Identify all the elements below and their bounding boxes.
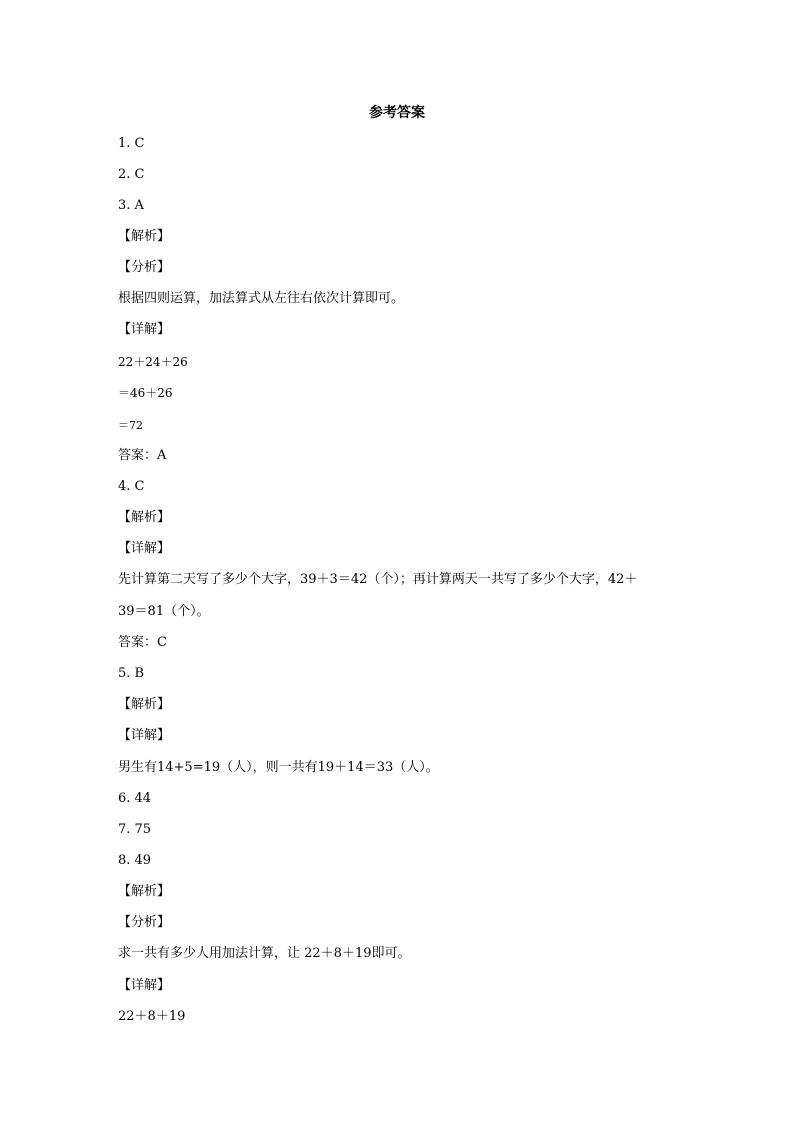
section-label-jiexi: 【解析】 — [118, 229, 171, 244]
answer-line-1: 1. C — [118, 136, 145, 151]
section-label-jiexi: 【解析】 — [118, 510, 171, 525]
answer-line-2: 2. C — [118, 167, 145, 182]
answer-line-8: 8. 49 — [118, 853, 152, 868]
answer-line-6: 6. 44 — [118, 791, 152, 806]
section-label-fenxi: 【分析】 — [118, 915, 171, 930]
answer-text: 答案：A — [118, 448, 167, 463]
detail-text: 男生有14+5=19（人），则一共有19＋14＝33（人）。 — [118, 760, 439, 775]
section-label-xiangjie: 【详解】 — [118, 322, 171, 337]
answer-text: 答案：C — [118, 635, 167, 650]
answer-line-4: 4. C — [118, 479, 145, 494]
section-label-fenxi: 【分析】 — [118, 260, 171, 275]
equation-line: ＝46＋26 — [118, 386, 173, 400]
equation-line: ＝72 — [118, 419, 143, 432]
section-label-xiangjie: 【详解】 — [118, 541, 171, 556]
analysis-text: 根据四则运算，加法算式从左往右依次计算即可。 — [118, 291, 405, 306]
answer-line-7: 7. 75 — [118, 822, 152, 837]
equation-line: 22＋24＋26 — [118, 355, 188, 369]
answer-line-5: 5. B — [118, 666, 145, 681]
section-label-jiexi: 【解析】 — [118, 884, 171, 899]
page-title: 参考答案 — [369, 105, 425, 121]
section-label-xiangjie: 【详解】 — [118, 728, 171, 743]
detail-text-continued: 39＝81（个）。 — [118, 604, 210, 619]
detail-text: 先计算第二天写了多少个大字，39＋3＝42（个）；再计算两天一共写了多少个大字，42＋ — [118, 572, 638, 587]
section-label-jiexi: 【解析】 — [118, 697, 171, 712]
section-label-xiangjie: 【详解】 — [118, 978, 171, 993]
answer-line-3: 3. A — [118, 198, 144, 213]
equation-line: 22＋8＋19 — [118, 1009, 186, 1024]
analysis-text: 求一共有多少人用加法计算，让 22＋8＋19即可。 — [118, 946, 411, 961]
